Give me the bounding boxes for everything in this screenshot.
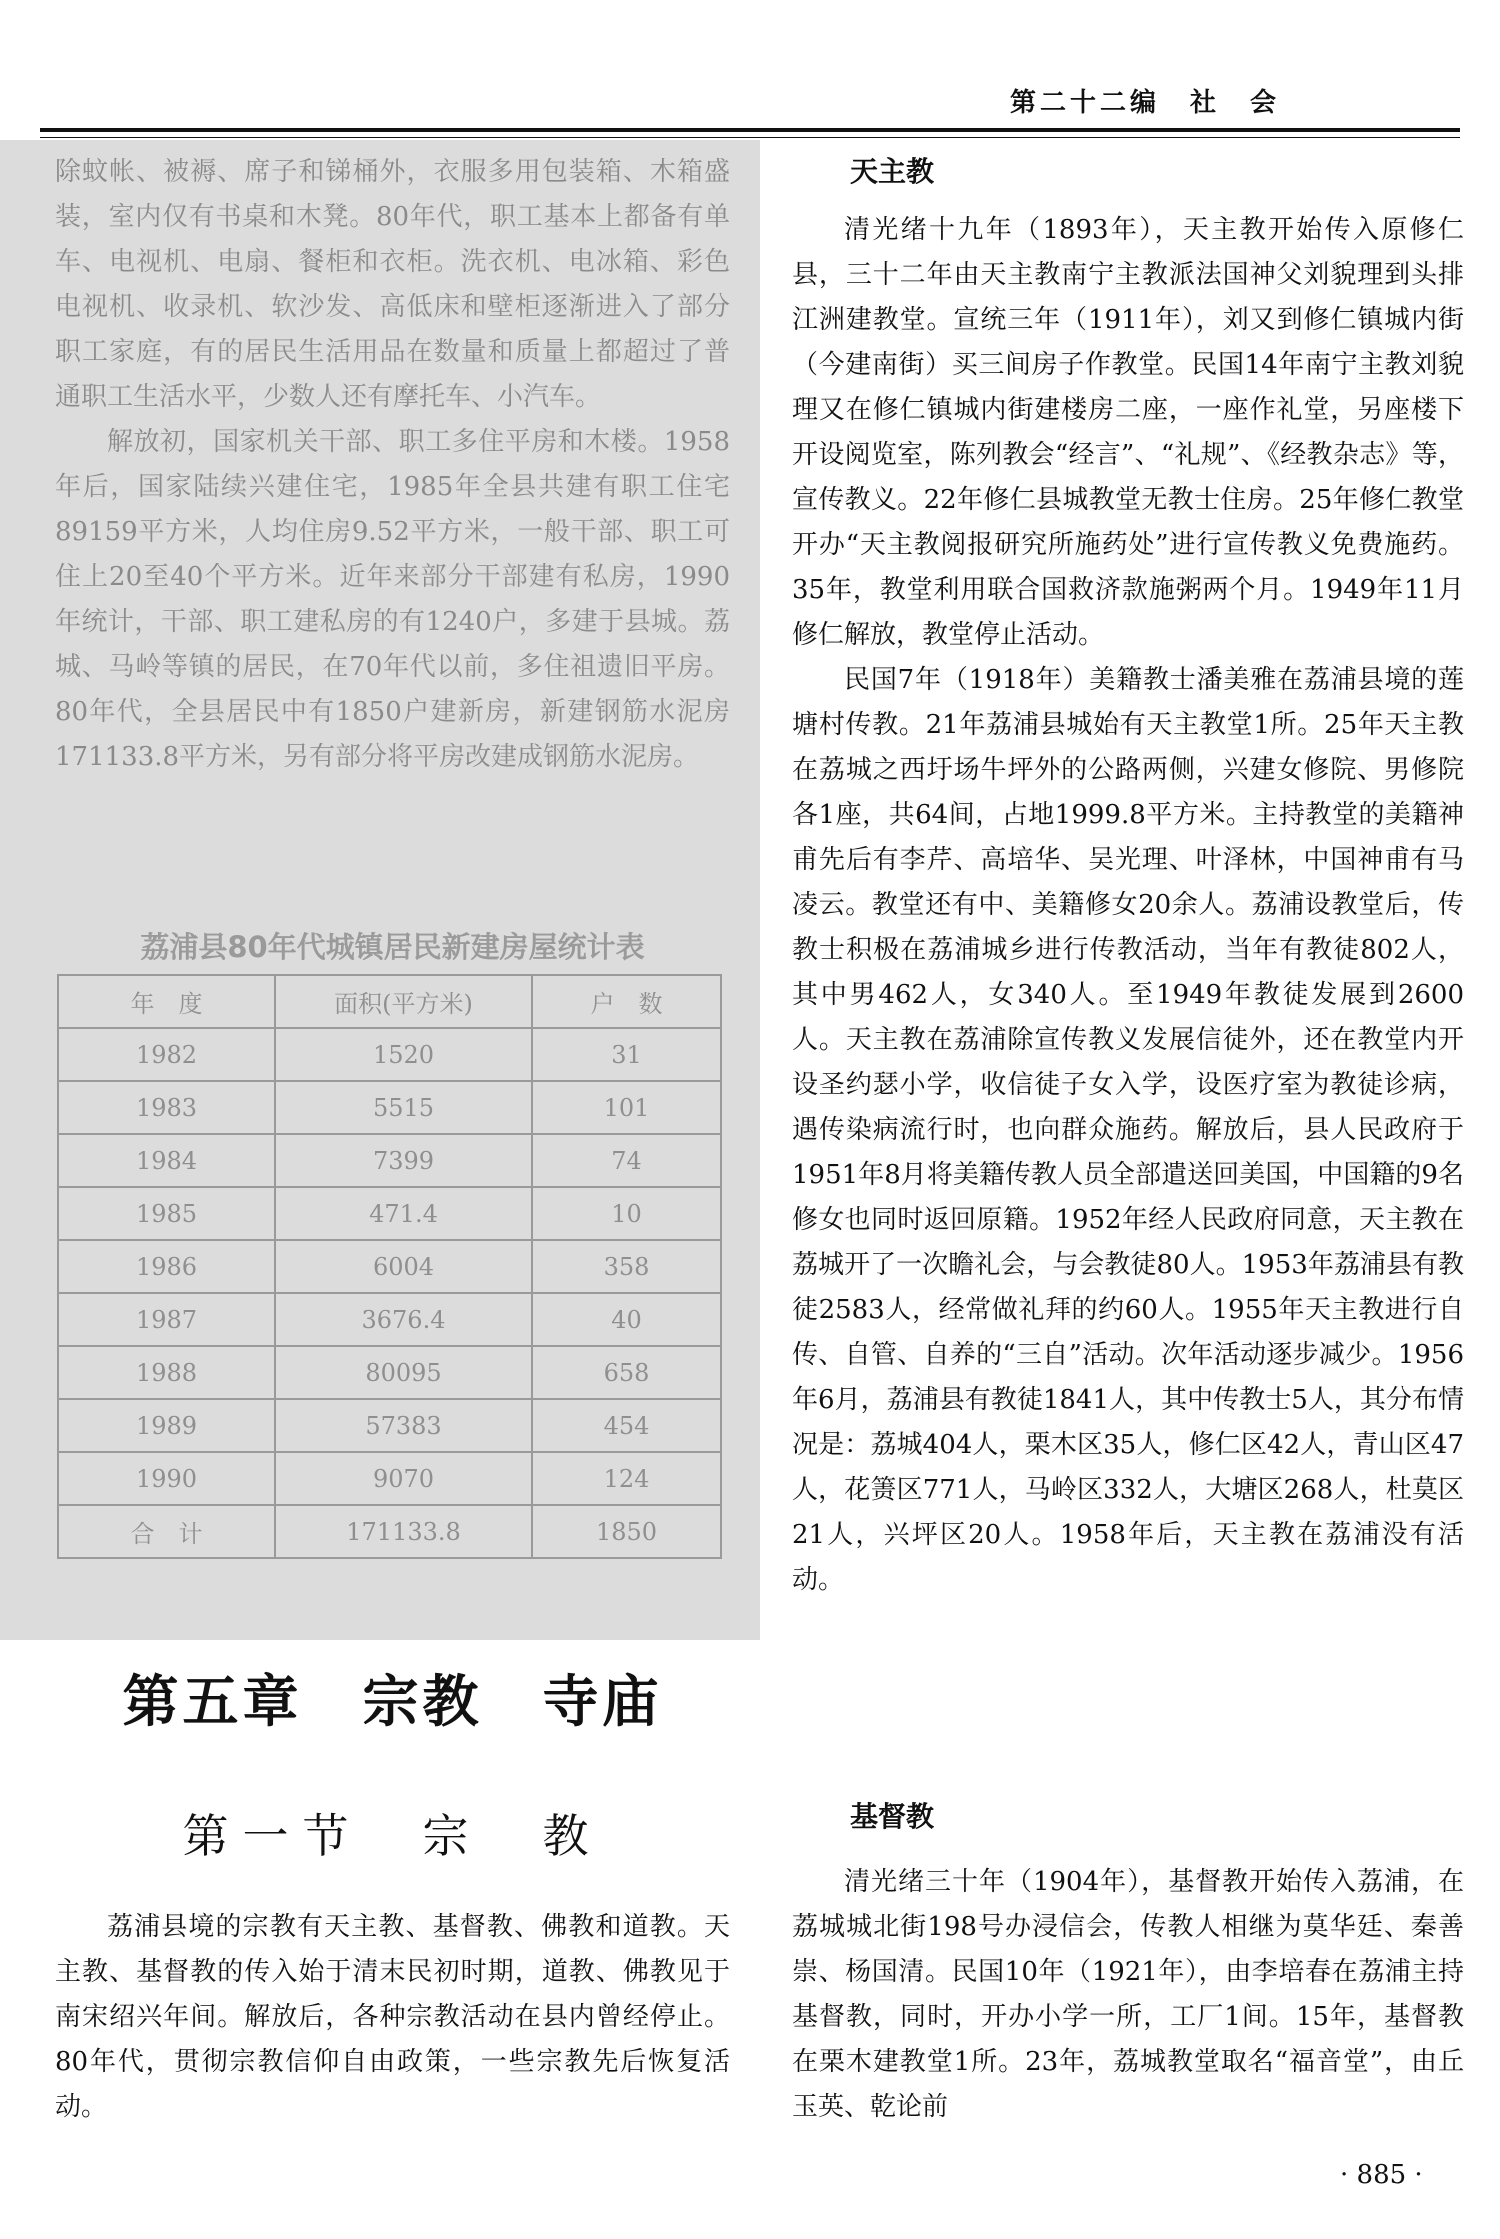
table-cell: 80095 — [275, 1346, 532, 1399]
table-cell: 1982 — [58, 1028, 275, 1081]
table-cell: 合 计 — [58, 1505, 275, 1558]
catholic-text — [792, 208, 1464, 1603]
housing-stats-table — [57, 974, 722, 1559]
header-rule-thin — [40, 137, 1460, 138]
page-number: · 885 · — [1340, 2160, 1423, 2190]
table-cell: 1989 — [58, 1399, 275, 1452]
table-row — [58, 1187, 721, 1240]
paragraph: 民国7年（1918年）美籍教士潘美雅在荔浦县境的莲塘村传教。21年荔浦县城始有天主教堂1所。25年天主教在荔城之西圩场牛坪外的公路两侧，兴建女修院、男修院各1座，共64间，占地1999.8平方米。主持教堂的美籍神甫先后有李芹、高培华、吴光理、叶泽林，中国神甫有马凌云。教堂还有中、美籍修女20余人。荔浦设教堂后，传教士积极在荔浦城乡进行传教活动，当年有教徒802人，其中男462人，女340人。至1949年教徒发展到2600人。天主教在荔浦除宣传教义发展信徒外，还在教堂内开设圣约瑟小学，收信徒子女入学，设医疗室为教徒诊病，遇传染病流行时，也向群众施药。解放后，县人民政府于1951年8月将美籍传教人员全部遣送回美国，中国籍的9名修女也同时返回原籍。1952年经人民政府同意，天主教在荔城开了一次瞻礼会，与会教徒80人。1953年荔浦县有教徒2583人，经常做礼拜的约60人。1955年天主教进行自传、自管、自养的“三自”活动。次年活动逐步减少。1956年6月，荔浦县有教徒1841人，其中传教士5人，其分布情况是：荔城404人，栗木区35人，修仁区42人，青山区47人，花箦区771人，马岭区332人，大塘区268人，杜莫区21人，兴坪区20人。1958年后，天主教在荔浦没有活动。 — [792, 665, 1464, 1595]
table-cell: 1984 — [58, 1134, 275, 1187]
paragraph: 荔浦县境的宗教有天主教、基督教、佛教和道教。天主教、基督教的传入始于清末民初时期，道教、佛教见于南宋绍兴年间。解放后，各种宗教活动在县内曾经停止。80年代，贯彻宗教信仰自由政策，一些宗教先后恢复活动。 — [55, 1912, 730, 2122]
header-rule-thick — [40, 128, 1460, 132]
table-row — [58, 1240, 721, 1293]
chapter-title: 第五章 宗教 寺庙 — [122, 1670, 663, 1735]
table-cell: 1983 — [58, 1081, 275, 1134]
table-row — [58, 1293, 721, 1346]
table-cell: 3676.4 — [275, 1293, 532, 1346]
table-cell: 1987 — [58, 1293, 275, 1346]
table-cell: 171133.8 — [275, 1505, 532, 1558]
table-cell: 9070 — [275, 1452, 532, 1505]
paragraph: 清光绪十九年（1893年），天主教开始传入原修仁县，三十二年由天主教南宁主教派法国神父刘貌理到头排江洲建教堂。宣统三年（1911年），刘又到修仁镇城内街（今建南街）买三间房子作教堂。民国14年南宁主教刘貌理又在修仁镇城内街建楼房二座，一座作礼堂，另座楼下开设阅览室，陈列教会“经言”、“礼规”、《经教杂志》等，宣传教义。22年修仁县城教堂无教士住房。25年修仁教堂开办“天主教阅报研究所施药处”进行宣传教义免费施药。35年，教堂利用联合国救济款施粥两个月。1949年11月修仁解放，教堂停止活动。 — [792, 215, 1464, 650]
left-column-text — [55, 150, 730, 780]
table-row — [58, 1081, 721, 1134]
table-row — [58, 1028, 721, 1081]
table-cell: 101 — [532, 1081, 721, 1134]
column-header: 年 度 — [58, 975, 275, 1028]
table-cell: 658 — [532, 1346, 721, 1399]
paragraph: 清光绪三十年（1904年），基督教开始传入荔浦，在荔城城北街198号办浸信会，传教人相继为莫华廷、秦善崇、杨国清。民国10年（1921年），由李培春在荔浦主持基督教，同时，开办小学一所，工厂1间。15年，基督教在栗木建教堂1所。23年，荔城教堂取名“福音堂”，由丘玉英、乾论前 — [792, 1867, 1464, 2122]
table-row — [58, 1134, 721, 1187]
table-cell: 5515 — [275, 1081, 532, 1134]
table-cell: 1990 — [58, 1452, 275, 1505]
catholic-heading: 天主教 — [850, 155, 935, 188]
paragraph: 除蚊帐、被褥、席子和锑桶外，衣服多用包装箱、木箱盛装，室内仅有书桌和木凳。80年代，职工基本上都备有单车、电视机、电扇、餐柜和衣柜。洗衣机、电冰箱、彩色电视机、收录机、软沙发、高低床和壁柜逐渐进入了部分职工家庭，有的居民生活用品在数量和质量上都超过了普通职工生活水平，少数人还有摩托车、小汽车。 — [55, 157, 730, 412]
table-cell: 10 — [532, 1187, 721, 1240]
section-title: 第一节 宗 教 — [182, 1809, 603, 1863]
table-cell: 124 — [532, 1452, 721, 1505]
table-cell: 454 — [532, 1399, 721, 1452]
table-title: 荔浦县80年代城镇居民新建房屋统计表 — [140, 930, 645, 964]
table-header-row — [58, 975, 721, 1028]
table-cell: 1850 — [532, 1505, 721, 1558]
table-cell: 74 — [532, 1134, 721, 1187]
table-cell: 40 — [532, 1293, 721, 1346]
table-cell: 1985 — [58, 1187, 275, 1240]
table-row — [58, 1346, 721, 1399]
column-header: 面积(平方米) — [275, 975, 532, 1028]
table-row — [58, 1505, 721, 1558]
table-cell: 1520 — [275, 1028, 532, 1081]
table-cell: 1988 — [58, 1346, 275, 1399]
section-intro — [55, 1905, 730, 2130]
paragraph: 解放初，国家机关干部、职工多住平房和木楼。1958年后，国家陆续兴建住宅，1985年全县共建有职工住宅89159平方米，人均住房9.52平方米，一般干部、职工可住上20至40个平方米。近年来部分干部建有私房，1990年统计，干部、职工建私房的有1240户，多建于县城。荔城、马岭等镇的居民，在70年代以前，多住祖遗旧平房。80年代，全县居民中有1850户建新房，新建钢筋水泥房171133.8平方米，另有部分将平房改建成钢筋水泥房。 — [55, 427, 730, 772]
table-cell: 358 — [532, 1240, 721, 1293]
table-cell: 7399 — [275, 1134, 532, 1187]
running-header: 第二十二编 社 会 — [1010, 88, 1281, 118]
protestant-heading: 基督教 — [850, 1800, 935, 1833]
table-row — [58, 1452, 721, 1505]
table-cell: 6004 — [275, 1240, 532, 1293]
table-cell: 1986 — [58, 1240, 275, 1293]
column-header: 户 数 — [532, 975, 721, 1028]
table-cell: 57383 — [275, 1399, 532, 1452]
protestant-text — [792, 1860, 1464, 2130]
table-cell: 31 — [532, 1028, 721, 1081]
table-cell: 471.4 — [275, 1187, 532, 1240]
table-row — [58, 1399, 721, 1452]
